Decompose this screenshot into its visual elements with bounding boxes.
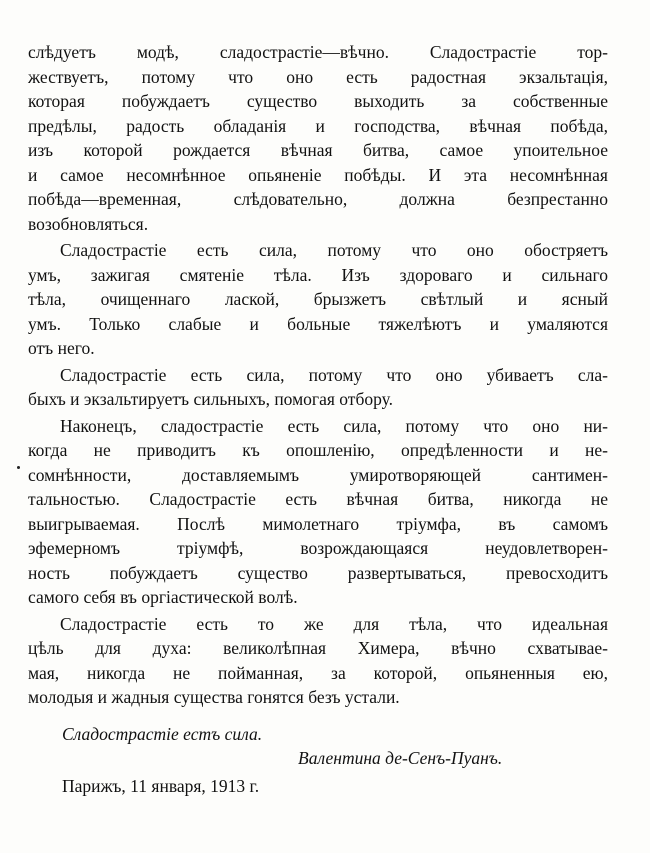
text-line: Наконецъ, сладострастіе есть сила, потому что оно ни- — [60, 415, 608, 436]
paragraph-2 — [28, 238, 608, 361]
text-line: Сладострастіе есть сила, потому что оно убиваетъ сла- — [60, 364, 608, 385]
paragraph-1 — [28, 40, 608, 236]
text-line: тальностью. Сладострастіе есть вѣчная битва, никогда не — [28, 489, 608, 509]
text-line: ность побуждаетъ существо развертываться, превосходитъ — [28, 562, 608, 583]
text-line: выигрываемая. Послѣ мимолетнаго тріумфа, въ самомъ — [28, 513, 608, 534]
text-line: когда не приводитъ къ опошленію, опредѣленности и не- — [28, 440, 608, 460]
text-line: эфемерномъ тріумфѣ, возрождающаяся неудовлетворен- — [28, 538, 608, 558]
text-line: Сладострастіе есть то же для тѣла, что идеальная — [60, 613, 608, 634]
print-speck — [17, 466, 20, 469]
paragraph-5 — [28, 612, 608, 710]
text-line: отъ него. — [28, 338, 95, 358]
motto: Сладострастіе естъ сила. — [62, 724, 263, 744]
text-line: умъ, зажигая смятеніе тѣла. Изъ здороваго и сильнаго — [28, 264, 608, 285]
author-signature: Валентина де-Сенъ-Пуанъ. — [298, 748, 503, 768]
text-line: побѣда—временная, слѣдовательно, должна безпрестанно — [28, 189, 608, 209]
text-line: Сладострастіе есть сила, потому что оно обостряетъ — [60, 240, 608, 260]
text-line: молодыя и жадныя существа гонятся безъ устали. — [28, 687, 400, 707]
text-line: мая, никогда не пойманная, за которой, опьяненныя ею, — [28, 662, 608, 683]
text-line: тѣла, очищеннаго лаской, брызжетъ свѣтлый и ясный — [28, 289, 608, 309]
dateline: Парижъ, 11 января, 1913 г. — [62, 776, 260, 796]
text-line: сомнѣнности, доставляемымъ умиротворяющей сантимен- — [28, 464, 608, 485]
paragraph-4 — [28, 414, 608, 610]
text-line: которая побуждаетъ существо выходить за собственные — [28, 91, 608, 111]
text-line: быхъ и экзальтируетъ сильныхъ, помогая отбору. — [28, 389, 394, 409]
text-line: самого себя въ оргіастической волѣ. — [28, 587, 298, 607]
text-line: изъ которой рождается вѣчная битва, самое упоительное — [28, 140, 608, 160]
text-line: возобновляться. — [28, 213, 149, 234]
text-line: умъ. Только слабые и больные тяжелѣютъ и умаляются — [28, 313, 608, 334]
text-line: предѣлы, радость обладанія и господства, вѣчная побѣда, — [28, 115, 608, 136]
paragraph-3 — [28, 363, 608, 412]
text-line: цѣль для духа: великолѣпная Химера, вѣчно схватывае- — [28, 638, 608, 658]
body-text — [28, 40, 608, 710]
text-line: и самое несомнѣнное опьяненіе побѣды. И эта несомнѣнная — [28, 164, 608, 185]
text-line: жествуетъ, потому что оно есть радостная экзальтація, — [28, 66, 608, 87]
text-line: слѣдуетъ модѣ, сладострастіе—вѣчно. Сладострастіе тор- — [28, 42, 608, 62]
